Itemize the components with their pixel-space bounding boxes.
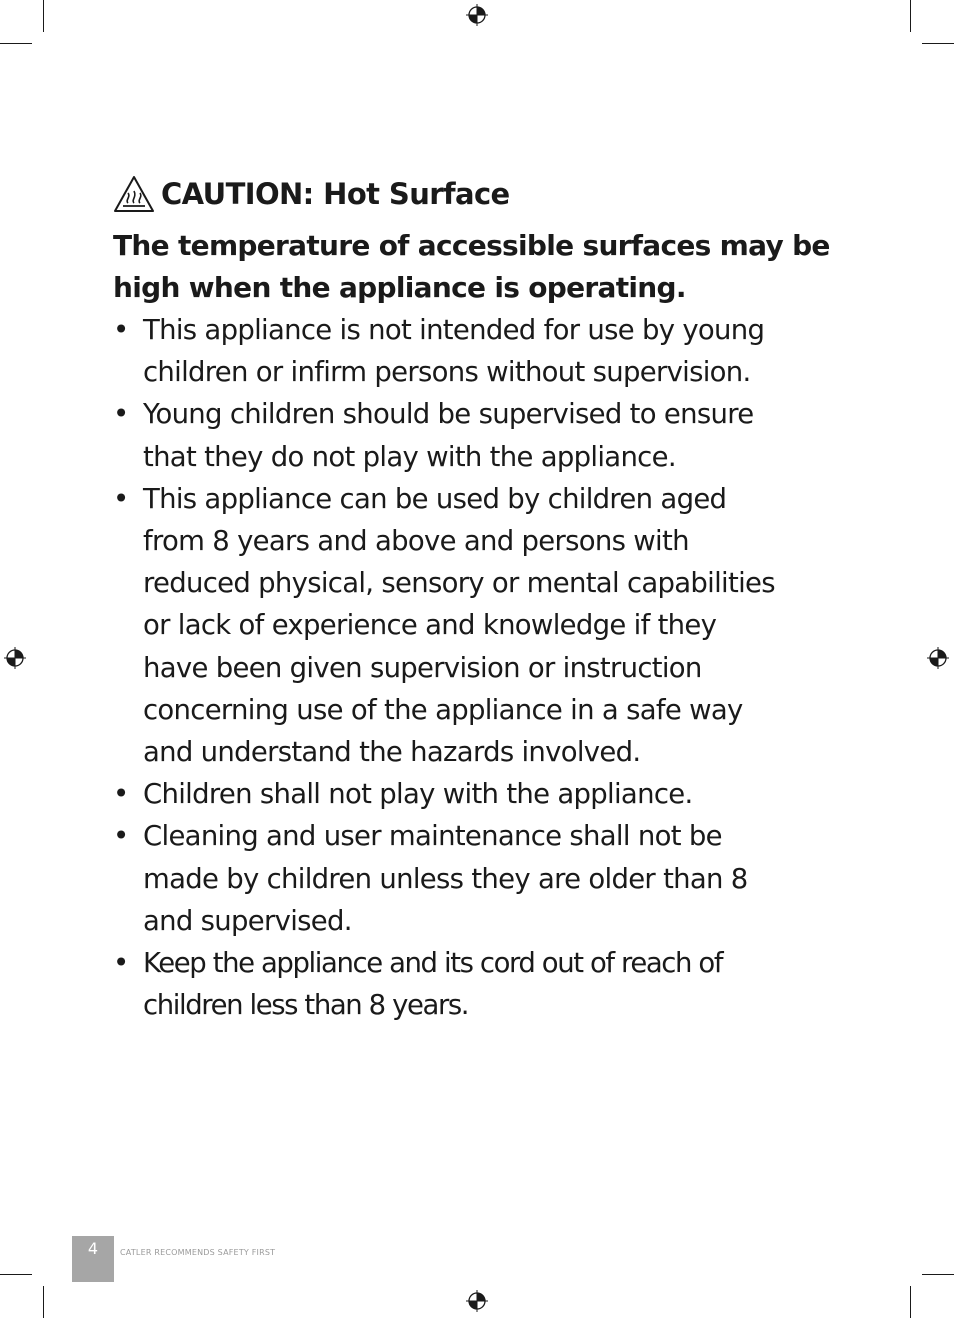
list-item-line: Cleaning and user maintenance shall not be — [143, 820, 722, 853]
caution-lead-text — [113, 225, 848, 309]
lead-line: high when the appliance is operating. — [113, 271, 686, 304]
safety-bullet-list — [113, 309, 848, 1026]
bullet-icon: • — [113, 398, 129, 431]
lead-line: The temperature of accessible surfaces may be — [113, 229, 830, 262]
crop-mark-bottom-left-vertical — [43, 1286, 44, 1318]
list-item-line: Children shall not play with the appliance. — [143, 778, 693, 811]
crop-mark-bottom-right-vertical — [910, 1286, 911, 1318]
bullet-icon: • — [113, 314, 129, 346]
bullet-icon: • — [113, 820, 129, 853]
bullet-icon: • — [113, 947, 128, 980]
list-item-line: made by children unless they are older than 8 — [143, 862, 748, 895]
list-item-line: or lack of experience and knowledge if they — [143, 609, 717, 642]
registration-mark-left — [4, 647, 26, 669]
bullet-icon: • — [113, 778, 129, 811]
footer-tagline: CATLER RECOMMENDS SAFETY FIRST — [120, 1248, 276, 1257]
registration-mark-top — [466, 4, 488, 26]
crop-mark-bottom-left-horizontal — [0, 1274, 32, 1275]
crop-mark-top-left-horizontal — [0, 43, 32, 44]
caution-section — [113, 172, 848, 1026]
list-item-line: This appliance is not intended for use by young — [143, 314, 765, 346]
list-item-line: Keep the appliance and its cord out of reach of — [143, 947, 723, 980]
list-item-line: reduced physical, sensory or mental capabilities — [143, 567, 775, 600]
registration-mark-right — [927, 647, 949, 669]
list-item-line: and supervised. — [143, 904, 352, 937]
caution-title: CAUTION: Hot Surface — [161, 177, 510, 211]
list-item-line: have been given supervision or instruction — [143, 651, 702, 684]
list-item — [113, 393, 848, 477]
list-item-line: from 8 years and above and persons with — [143, 525, 689, 558]
list-item-line: children or infirm persons without supervision. — [143, 356, 751, 389]
list-item — [113, 773, 848, 815]
list-item — [113, 478, 848, 773]
page-number-badge — [72, 1236, 114, 1282]
list-item-line: concerning use of the appliance in a safe way — [143, 693, 743, 726]
list-item-line: Young children should be supervised to ensure — [143, 398, 754, 431]
bullet-icon: • — [113, 482, 129, 515]
page-number: 4 — [87, 1239, 99, 1258]
crop-mark-bottom-right-horizontal — [922, 1274, 954, 1275]
caution-heading — [113, 172, 848, 216]
list-item — [113, 309, 848, 393]
list-item — [113, 815, 848, 942]
list-item — [113, 942, 848, 1026]
list-item-line: that they do not play with the appliance. — [143, 440, 676, 473]
list-item-line: children less than 8 years. — [143, 989, 469, 1022]
list-item-line: and understand the hazards involved. — [143, 736, 641, 769]
crop-mark-top-right-vertical — [910, 0, 911, 32]
hot-surface-warning-icon — [113, 174, 155, 214]
crop-mark-top-right-horizontal — [922, 43, 954, 44]
list-item-line: This appliance can be used by children aged — [143, 482, 727, 515]
crop-mark-top-left-vertical — [43, 0, 44, 32]
registration-mark-bottom — [466, 1290, 488, 1312]
